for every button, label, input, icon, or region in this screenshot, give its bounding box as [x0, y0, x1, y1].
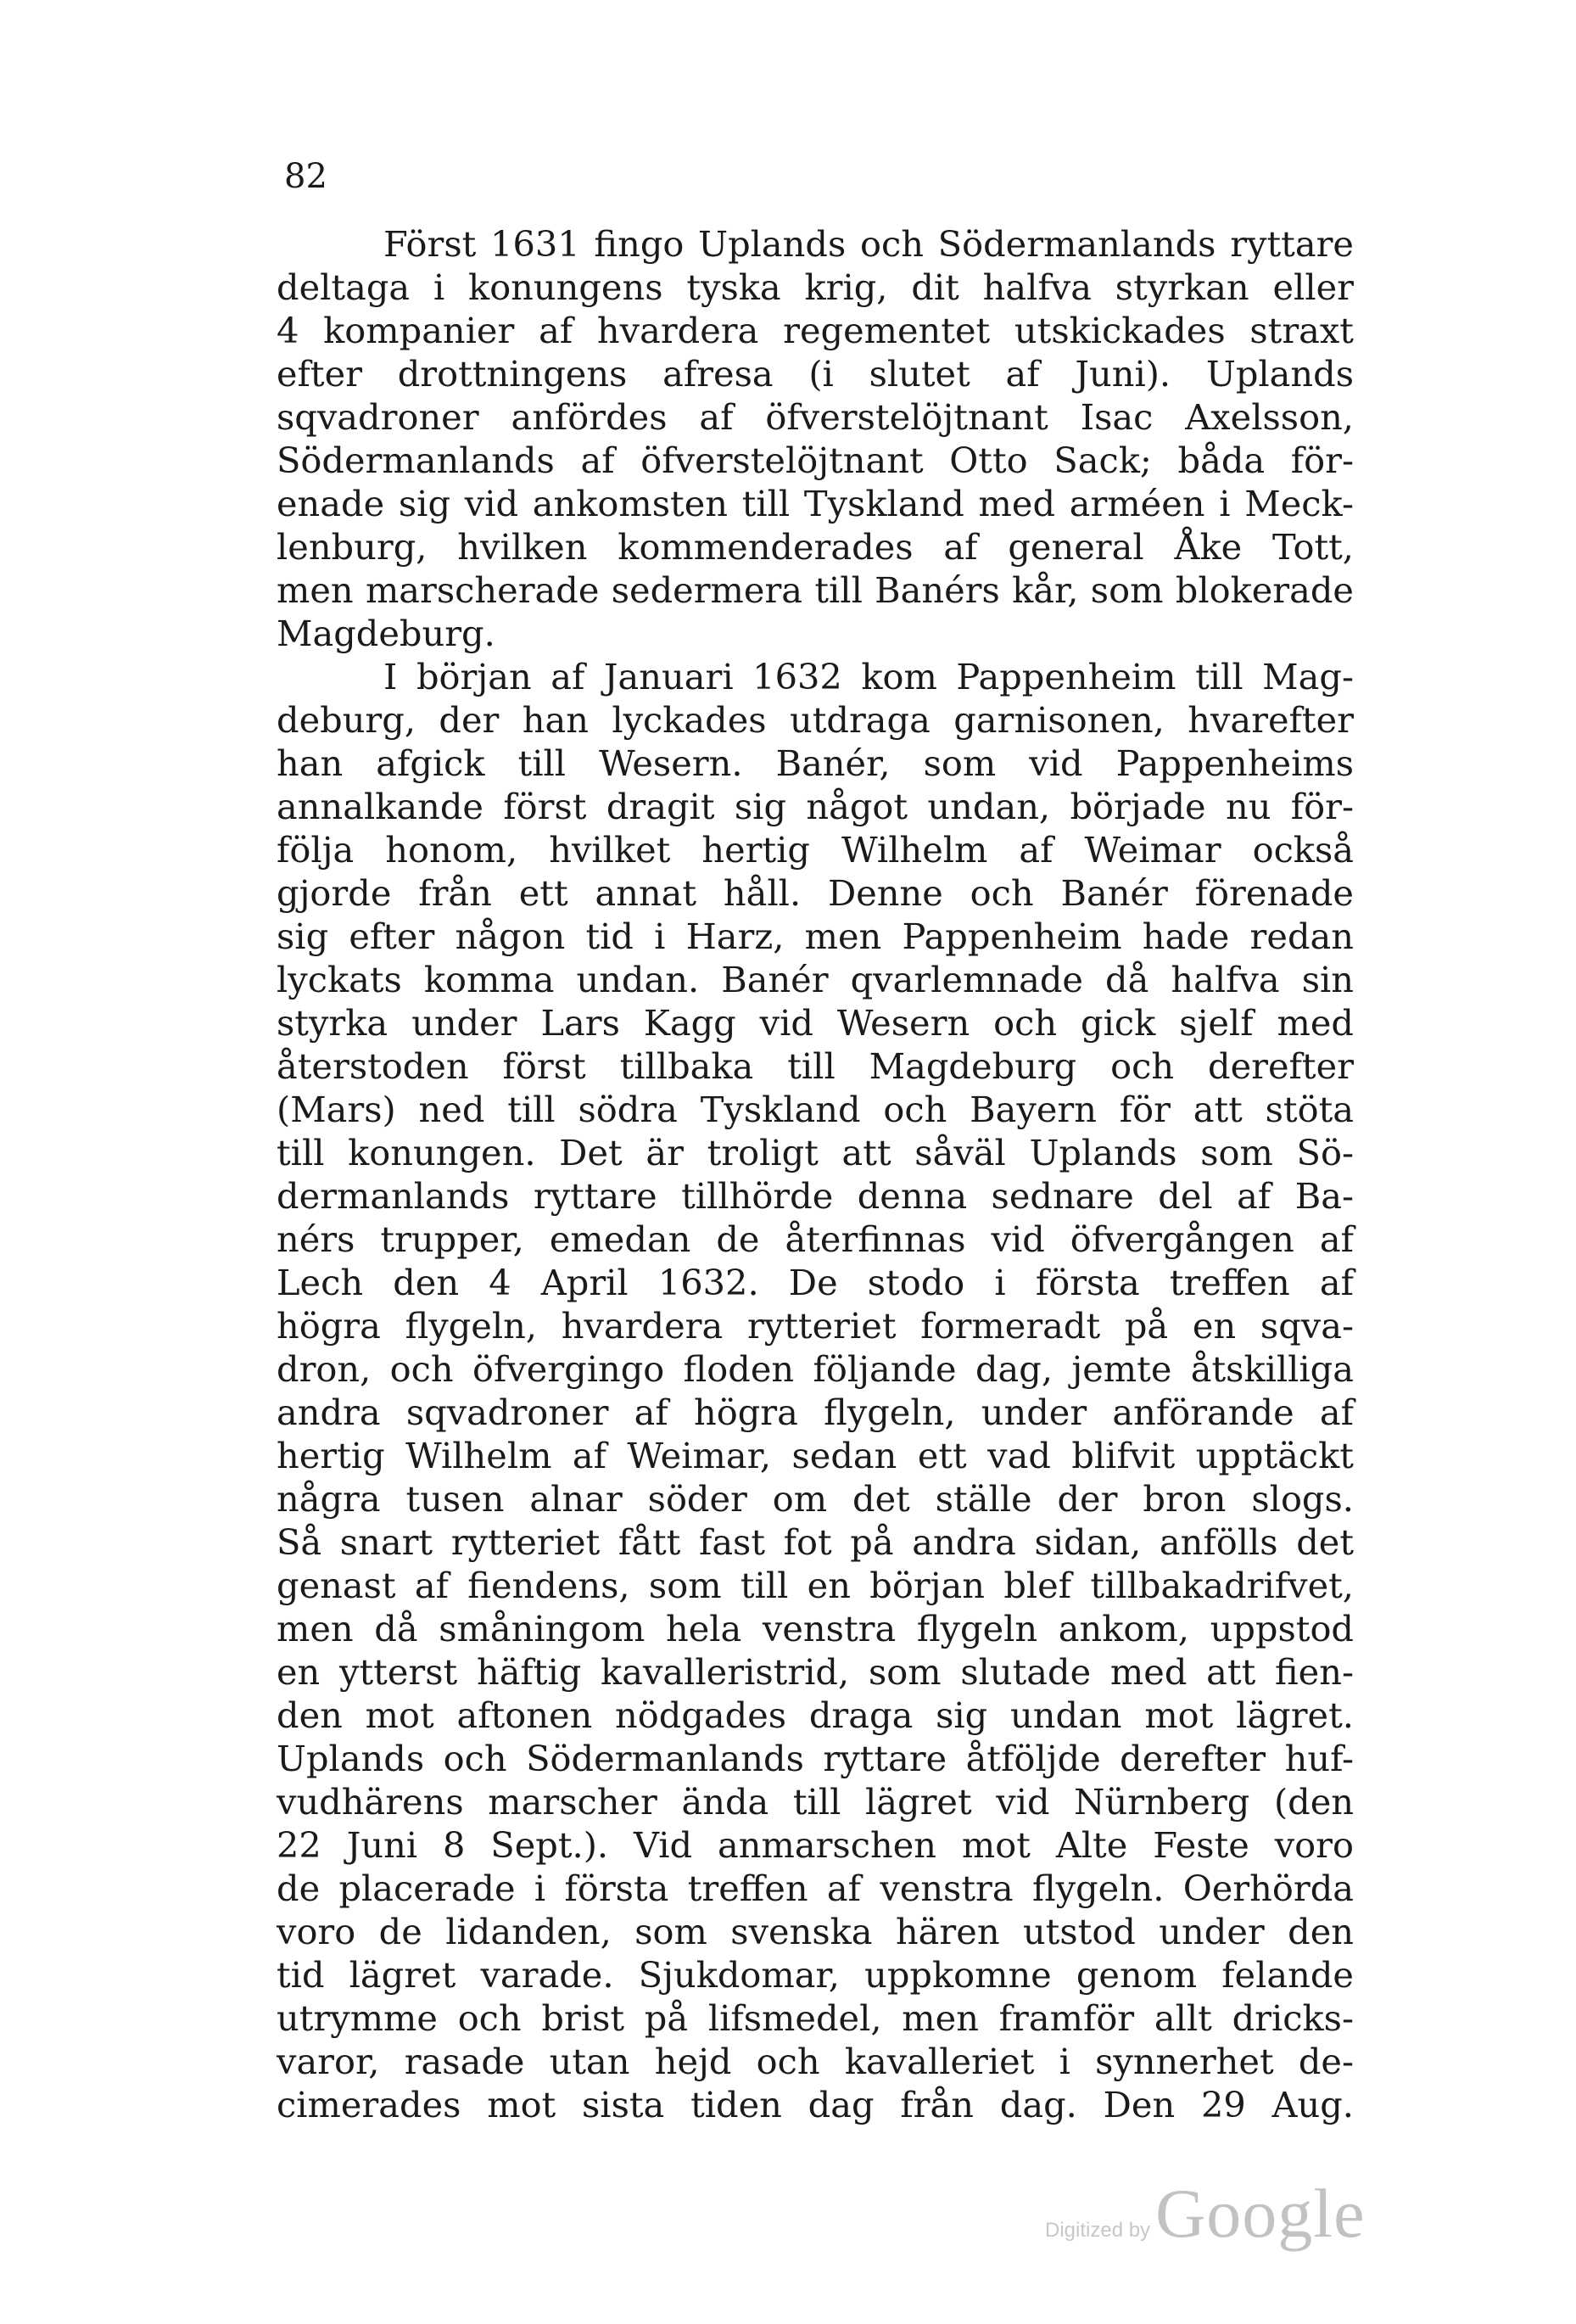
text-line: men då småningom hela venstra flygeln ankom, uppstod [277, 1608, 1354, 1649]
text-line: annalkande först dragit sig något undan, började nu för- [277, 786, 1354, 827]
text-line: Uplands och Södermanlands ryttare åtföljde derefter huf- [277, 1738, 1354, 1779]
text-line: följa honom, hvilket hertig Wilhelm af Weimar också [277, 829, 1354, 871]
text-line: Lech den 4 April 1632. De stodo i första treffen af [277, 1262, 1354, 1303]
text-line: andra sqvadroner af högra flygeln, under anförande af [277, 1392, 1354, 1433]
text-line: Så snart rytteriet fått fast fot på andra sidan, anfölls det [277, 1521, 1354, 1563]
page-number: 82 [284, 157, 327, 196]
text-line: dron, och öfvergingo floden följande dag, jemte åtskilliga [277, 1348, 1354, 1390]
text-line: Magdeburg. [277, 613, 495, 654]
text-line: (Mars) ned till södra Tyskland och Bayern för att stöta [277, 1089, 1354, 1130]
text-line: dermanlands ryttare tillhörde denna sednare del af Ba- [277, 1175, 1354, 1217]
digitized-watermark [1045, 2174, 1367, 2250]
google-logo: Google [1155, 2175, 1366, 2252]
text-line: den mot aftonen nödgades draga sig undan mot lägret. [277, 1694, 1354, 1736]
text-line: gjorde från ett annat håll. Denne och Banér förenade [277, 872, 1354, 914]
text-line: genast af fiendens, som till en början blef tillbakadrifvet, [277, 1565, 1354, 1606]
text-line: cimerades mot sista tiden dag från dag. Den 29 Aug. [277, 2084, 1354, 2125]
text-line: utrymme och brist på lifsmedel, men framför allt dricks- [277, 1997, 1354, 2039]
text-line: högra flygeln, hvardera rytteriet formeradt på en sqva- [277, 1305, 1354, 1347]
text-line: Först 1631 fingo Uplands och Södermanlands ryttare [383, 223, 1354, 265]
text-line: 4 kompanier af hvardera regementet utskickades straxt [277, 310, 1354, 351]
text-line: lenburg, hvilken kommenderades af general Åke Tott, [277, 526, 1354, 568]
text-line: styrka under Lars Kagg vid Wesern och gick sjelf med [277, 1002, 1354, 1044]
text-line: deburg, der han lyckades utdraga garnisonen, hvarefter [277, 699, 1354, 741]
text-line: deltaga i konungens tyska krig, dit halfva styrkan eller [277, 266, 1354, 308]
text-line: tid lägret varade. Sjukdomar, uppkomne genom felande [277, 1954, 1354, 1996]
text-line: till konungen. Det är troligt att såväl Uplands som Sö- [277, 1132, 1354, 1173]
text-line: nérs trupper, emedan de återfinnas vid öfvergången af [277, 1218, 1354, 1260]
text-line: han afgick till Wesern. Banér, som vid Pappenheims [277, 742, 1354, 784]
text-line: vudhärens marscher ända till lägret vid Nürnberg (den [277, 1781, 1354, 1823]
text-line: voro de lidanden, som svenska hären utstod under den [277, 1911, 1354, 1952]
watermark-prefix: Digitized by [1045, 2219, 1151, 2242]
text-line: de placerade i första treffen af venstra flygeln. Oerhörda [277, 1868, 1354, 1909]
text-line: 22 Juni 8 Sept.). Vid anmarschen mot Alte Feste voro [277, 1824, 1354, 1866]
text-line: Södermanlands af öfverstelöjtnant Otto Sack; båda för- [277, 440, 1354, 481]
text-line: enade sig vid ankomsten till Tyskland med arméen i Meck- [277, 483, 1354, 524]
text-line: I början af Januari 1632 kom Pappenheim till Mag- [383, 656, 1354, 697]
text-line: en ytterst häftig kavalleristrid, som slutade med att fien- [277, 1651, 1354, 1693]
text-line: några tusen alnar söder om det ställe der bron slogs. [277, 1478, 1354, 1520]
text-line: hertig Wilhelm af Weimar, sedan ett vad blifvit upptäckt [277, 1435, 1354, 1476]
text-line: sqvadroner anfördes af öfverstelöjtnant Isac Axelsson, [277, 396, 1354, 438]
body-text [277, 222, 1354, 2126]
text-line: lyckats komma undan. Banér qvarlemnade då halfva sin [277, 959, 1354, 1000]
text-line: efter drottningens afresa (i slutet af Juni). Uplands [277, 353, 1354, 395]
text-line: återstoden först tillbaka till Magdeburg och derefter [277, 1045, 1354, 1087]
text-line: men marscherade sedermera till Banérs kår, som blokerade [277, 569, 1354, 611]
text-line: varor, rasade utan hejd och kavalleriet i synnerhet de- [277, 2041, 1354, 2082]
text-line: sig efter någon tid i Harz, men Pappenheim hade redan [277, 916, 1354, 957]
